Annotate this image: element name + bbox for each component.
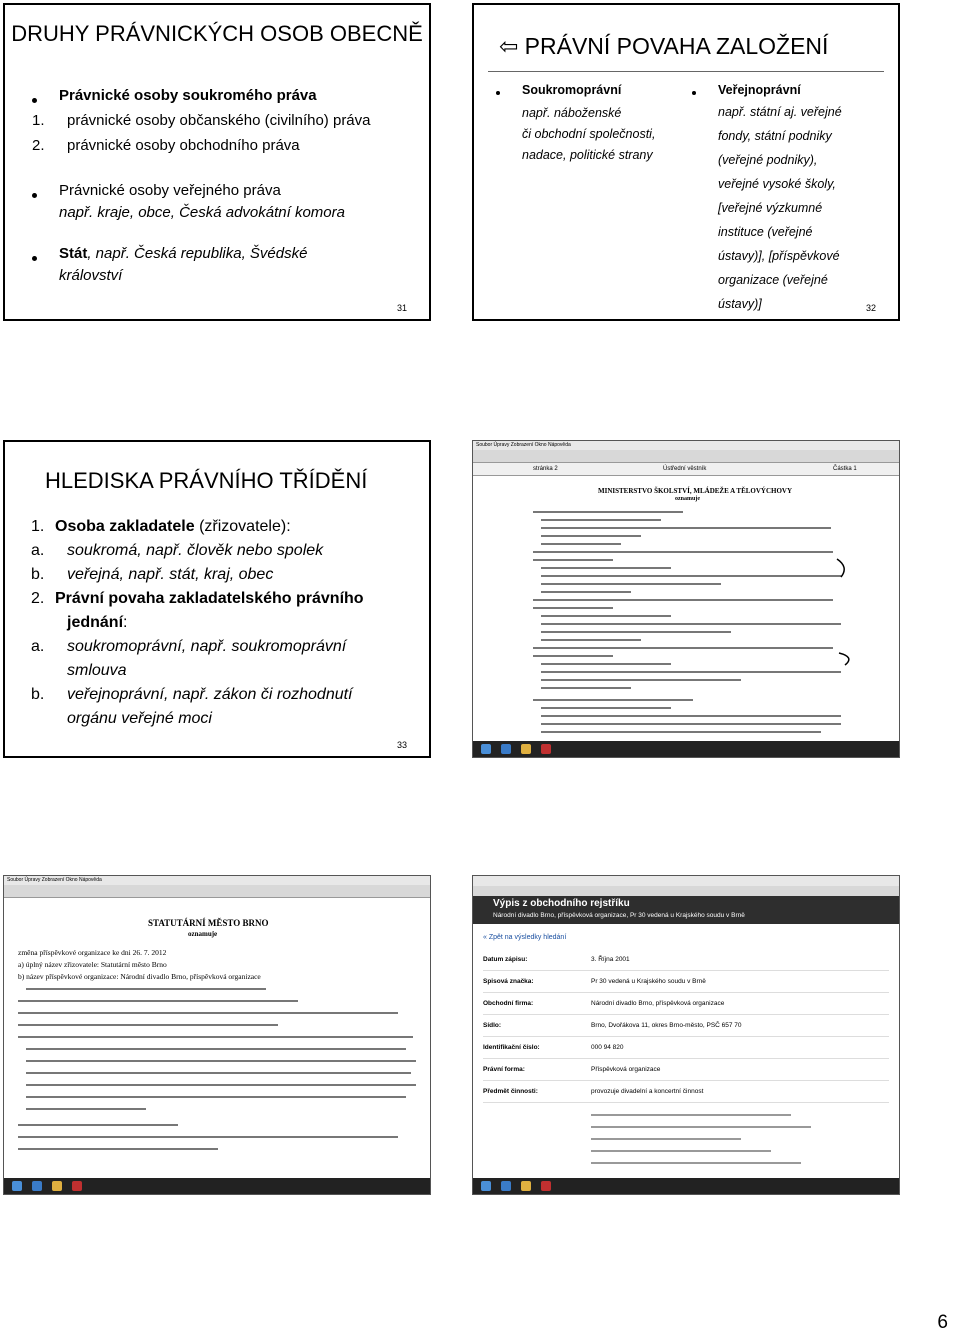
start-icon[interactable] xyxy=(12,1181,22,1191)
row-divider xyxy=(483,1014,889,1015)
text-line xyxy=(533,655,613,657)
list-text: veřejná, např. stát, kraj, obec xyxy=(67,566,274,583)
row-divider xyxy=(483,970,889,971)
bold-text: Stát xyxy=(59,245,88,262)
bullet-icon xyxy=(32,256,37,261)
row-divider xyxy=(483,1102,889,1103)
bullet-text-cont: království xyxy=(59,267,123,284)
bullet-text: Právnické osoby soukromého práva xyxy=(59,87,317,104)
record-value: 3. Října 2001 xyxy=(591,956,630,963)
column-line: fondy, státní podniky xyxy=(718,129,832,143)
browser-icon[interactable] xyxy=(501,744,511,754)
taskbar xyxy=(4,1178,430,1194)
slide-title: HLEDISKA PRÁVNÍHO TŘÍDĚNÍ xyxy=(45,468,368,493)
text-line xyxy=(591,1150,771,1152)
text-line xyxy=(541,671,841,673)
page-number: 6 xyxy=(937,1312,948,1333)
text-line xyxy=(541,583,721,585)
slide-number: 33 xyxy=(396,740,407,750)
column-head: Soukromoprávní xyxy=(522,83,622,97)
list-text xyxy=(55,518,291,536)
column-line: nadace, politické strany xyxy=(522,148,653,162)
text-line xyxy=(541,731,821,733)
slide-number: 32 xyxy=(865,303,876,313)
text-line xyxy=(541,591,631,593)
start-icon[interactable] xyxy=(481,1181,491,1191)
doc-heading: STATUTÁRNÍ MĚSTO BRNO xyxy=(148,918,269,928)
taskbar xyxy=(473,741,899,757)
bold-text: Osoba zakladatele xyxy=(55,518,195,535)
text-line xyxy=(26,1060,416,1062)
list-number: 1. xyxy=(32,112,45,129)
back-link[interactable]: « Zpět na výsledky hledání xyxy=(483,934,567,941)
column-head: Veřejnoprávní xyxy=(718,83,801,97)
text-line xyxy=(591,1138,741,1140)
handwritten-mark xyxy=(833,557,863,667)
text-line xyxy=(18,1124,178,1126)
doc-line: b) název příspěvkové organizace: Národní divadlo Brno, příspěvková organizace xyxy=(18,972,261,981)
list-number: 2. xyxy=(31,590,45,607)
bullet-text xyxy=(59,245,307,262)
column-line: ústavy)], [příspěvkové xyxy=(718,249,840,263)
plain-text: (zřizovatele): xyxy=(194,518,291,535)
list-text-cont: smlouva xyxy=(67,662,127,679)
column-line: (veřejné podniky), xyxy=(718,153,818,167)
italic-text: , např. Česká republika, Švédské xyxy=(87,245,308,262)
record-value: Brno, Dvořákova 11, okres Brno-město, PSČ 657 70 xyxy=(591,1022,742,1029)
list-text: Právní povaha zakladatelského právního xyxy=(55,590,364,607)
text-line xyxy=(541,543,621,545)
browser-icon[interactable] xyxy=(32,1181,42,1191)
text-line xyxy=(18,1000,298,1002)
text-line xyxy=(26,1084,416,1086)
header-mid: Ústřední věstník xyxy=(663,466,707,472)
row-divider xyxy=(483,1058,889,1059)
column-line: např. náboženské xyxy=(522,106,622,120)
bullet-icon xyxy=(32,193,37,198)
text-line xyxy=(541,631,731,633)
bullet-icon xyxy=(692,91,696,95)
record-value: Pr 30 vedená u Krajského soudu v Brně xyxy=(591,978,706,985)
text-line xyxy=(26,1096,406,1098)
record-label: Identifikační číslo: xyxy=(483,1044,540,1051)
divider xyxy=(488,71,884,72)
list-text-cont: orgánu veřejné moci xyxy=(67,710,212,727)
doc-subheading: oznamuje xyxy=(188,930,218,938)
column-line: či obchodní společnosti, xyxy=(522,127,656,141)
text-line xyxy=(18,1136,398,1138)
toolbar xyxy=(4,885,430,898)
plain-text: : xyxy=(123,614,128,631)
record-label: Datum zápisu: xyxy=(483,956,528,963)
text-line xyxy=(541,723,841,725)
record-value: 000 94 820 xyxy=(591,1044,624,1051)
pdf-icon[interactable] xyxy=(541,1181,551,1191)
text-line xyxy=(26,988,266,990)
bullet-icon xyxy=(496,91,500,95)
screenshot-pdf-brno xyxy=(3,875,431,1195)
document-page xyxy=(8,900,428,1178)
text-line xyxy=(533,559,613,561)
list-text: právnické osoby obchodního práva xyxy=(67,137,300,154)
text-line xyxy=(533,647,833,649)
text-line xyxy=(18,1024,278,1026)
bullet-icon xyxy=(32,98,37,103)
record-value: Národní divadlo Brno, příspěvková organizace xyxy=(591,1000,725,1007)
slide-31 xyxy=(3,3,431,321)
column-line: např. státní aj. veřejné xyxy=(718,105,842,119)
doc-heading: MINISTERSTVO ŠKOLSTVÍ, MLÁDEŽE A TĚLOVÝCHOVY xyxy=(598,487,793,495)
text-line xyxy=(591,1126,811,1128)
text-line xyxy=(18,1012,398,1014)
text-line xyxy=(541,575,841,577)
menu-bar: Soubor Úpravy Zobrazení Okno Nápověda xyxy=(4,876,430,885)
record-value: provozuje divadelní a koncertní činnost xyxy=(591,1088,704,1095)
folder-icon[interactable] xyxy=(52,1181,62,1191)
rejstrik-header xyxy=(473,896,899,924)
column-line: veřejné vysoké školy, xyxy=(718,177,836,191)
header-left: stránka 2 xyxy=(533,466,558,472)
slide-number: 31 xyxy=(396,303,407,313)
bullet-example: např. kraje, obce, Česká advokátní komora xyxy=(59,204,345,221)
pdf-icon[interactable] xyxy=(541,744,551,754)
column-line: ústavy)] xyxy=(718,297,762,311)
record-value: Příspěvková organizace xyxy=(591,1066,661,1073)
header-right: Částka 1 xyxy=(833,466,857,472)
text-line xyxy=(541,715,841,717)
text-line xyxy=(541,535,641,537)
list-text: soukromá, např. člověk nebo spolek xyxy=(67,542,324,559)
text-line xyxy=(533,599,833,601)
rejstrik-title: Výpis z obchodního rejstříku xyxy=(493,898,630,909)
menu-bar: Soubor Úpravy Zobrazení Okno Nápověda xyxy=(473,441,899,450)
text-line xyxy=(533,607,613,609)
folder-icon[interactable] xyxy=(521,744,531,754)
list-letter: b. xyxy=(31,566,45,583)
browser-tab-bar xyxy=(473,876,899,886)
text-line xyxy=(18,1036,413,1038)
start-icon[interactable] xyxy=(481,744,491,754)
record-label: Právní forma: xyxy=(483,1066,525,1073)
text-line xyxy=(541,707,671,709)
text-line xyxy=(541,527,831,529)
record-label: Sídlo: xyxy=(483,1022,502,1029)
slide-33 xyxy=(3,440,431,758)
record-label: Spisová značka: xyxy=(483,978,534,985)
list-number: 1. xyxy=(31,518,45,535)
folder-icon[interactable] xyxy=(521,1181,531,1191)
screenshot-pdf-vestnik xyxy=(472,440,900,758)
text-line xyxy=(533,551,833,553)
list-number: 2. xyxy=(32,137,45,154)
document-page xyxy=(493,477,881,739)
slide-title: DRUHY PRÁVNICKÝCH OSOB OBECNĚ xyxy=(11,21,423,46)
row-divider xyxy=(483,992,889,993)
bold-text: jednání xyxy=(67,614,124,631)
bullet-text: Právnické osoby veřejného práva xyxy=(59,182,281,199)
doc-line: změna příspěvkové organizace ke dni 26. 7. 2012 xyxy=(18,948,167,957)
browser-icon[interactable] xyxy=(501,1181,511,1191)
slide-32 xyxy=(472,3,900,321)
list-text: veřejnoprávní, např. zákon či rozhodnutí xyxy=(67,686,353,703)
pdf-icon[interactable] xyxy=(72,1181,82,1191)
text-line xyxy=(541,679,741,681)
doc-subheading: oznamuje xyxy=(675,496,700,502)
list-letter: b. xyxy=(31,686,45,703)
text-line xyxy=(533,511,683,513)
list-text: soukromoprávní, např. soukromoprávní xyxy=(67,638,347,655)
text-line xyxy=(26,1108,146,1110)
text-line xyxy=(18,1148,218,1150)
doc-line: a) úplný název zřizovatele: Statutární město Brno xyxy=(18,960,167,969)
text-line xyxy=(541,615,671,617)
row-divider xyxy=(483,1080,889,1081)
column-line: [veřejné výzkumné xyxy=(718,201,823,215)
list-letter: a. xyxy=(31,638,45,655)
list-letter: a. xyxy=(31,542,45,559)
text-line xyxy=(541,519,661,521)
text-line xyxy=(541,663,671,665)
list-text-cont xyxy=(67,614,127,632)
text-line xyxy=(533,699,693,701)
text-line xyxy=(591,1162,801,1164)
record-label: Obchodní firma: xyxy=(483,1000,534,1007)
text-line xyxy=(541,639,641,641)
column-line: organizace (veřejné xyxy=(718,273,828,287)
text-line xyxy=(26,1072,411,1074)
text-line xyxy=(26,1048,406,1050)
text-line xyxy=(541,567,671,569)
record-label: Předmět činnosti: xyxy=(483,1088,538,1095)
screenshot-rejstrik xyxy=(472,875,900,1195)
page-header-bar xyxy=(473,463,899,476)
row-divider xyxy=(483,1036,889,1037)
column-line: instituce (veřejné xyxy=(718,225,813,239)
list-text: právnické osoby občanského (civilního) práva xyxy=(67,112,371,129)
text-line xyxy=(541,623,841,625)
text-line xyxy=(541,687,631,689)
slide-title: ⇦ PRÁVNÍ POVAHA ZALOŽENÍ xyxy=(499,33,829,59)
rejstrik-subtitle: Národní divadlo Brno, příspěvková organizace, Pr 30 vedená u Krajského soudu v Brně xyxy=(493,912,745,919)
toolbar xyxy=(473,450,899,463)
text-line xyxy=(591,1114,791,1116)
taskbar xyxy=(473,1178,899,1194)
